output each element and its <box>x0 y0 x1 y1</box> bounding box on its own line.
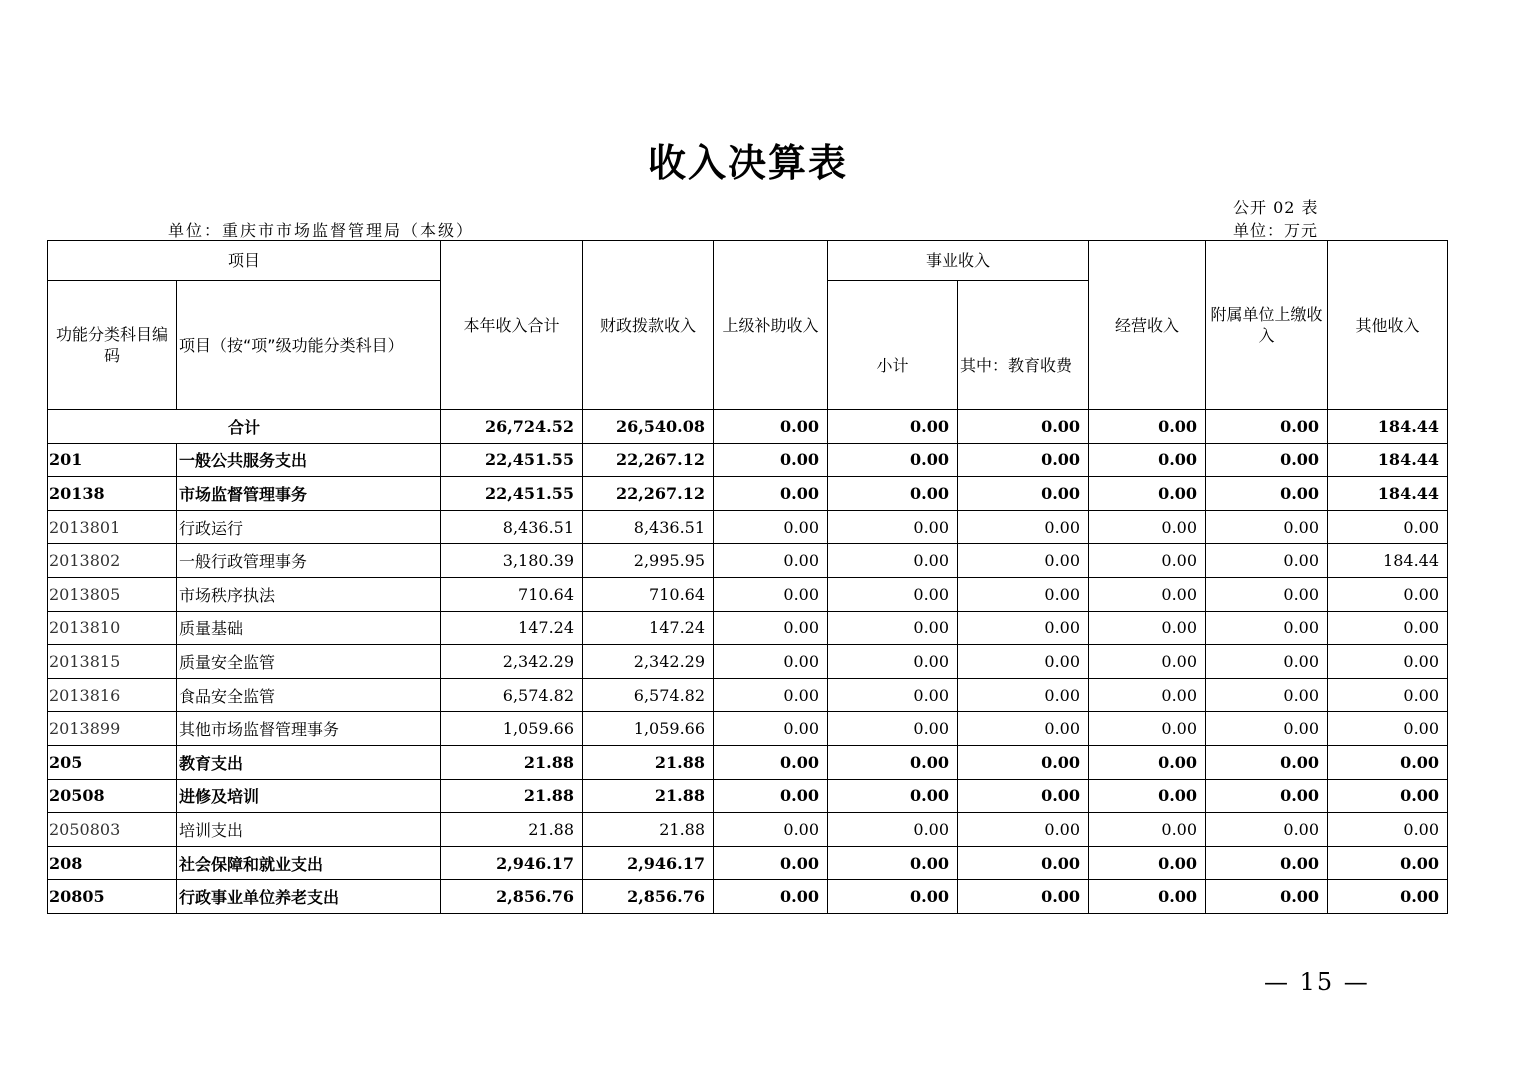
row-name: 培训支出 <box>177 813 441 847</box>
row-value: 22,451.55 <box>441 443 583 477</box>
row-value: 0.00 <box>1089 477 1206 511</box>
row-value: 0.00 <box>958 544 1089 578</box>
row-value: 0.00 <box>958 611 1089 645</box>
table-row <box>48 645 1448 679</box>
row-value: 0.00 <box>1089 880 1206 914</box>
table-row <box>48 712 1448 746</box>
row-value: 2,946.17 <box>441 846 583 880</box>
row-value: 0.00 <box>1328 745 1448 779</box>
row-value: 21.88 <box>441 745 583 779</box>
row-value: 0.00 <box>958 477 1089 511</box>
row-value: 0.00 <box>828 510 958 544</box>
row-value: 0.00 <box>828 577 958 611</box>
row-value: 0.00 <box>958 745 1089 779</box>
row-code: 205 <box>48 745 177 779</box>
row-value: 0.00 <box>958 712 1089 746</box>
row-value: 22,451.55 <box>441 477 583 511</box>
table-row <box>48 813 1448 847</box>
row-value: 6,574.82 <box>583 678 714 712</box>
row-value: 0.00 <box>1328 645 1448 679</box>
total-cell: 0.00 <box>958 410 1089 444</box>
row-value: 0.00 <box>1328 577 1448 611</box>
row-value: 0.00 <box>1089 813 1206 847</box>
table-row <box>48 779 1448 813</box>
row-value: 8,436.51 <box>583 510 714 544</box>
row-value: 0.00 <box>1089 678 1206 712</box>
row-code: 2013899 <box>48 712 177 746</box>
row-name: 行政运行 <box>177 510 441 544</box>
header-subtotal: 小计 <box>828 281 958 410</box>
row-value: 21.88 <box>583 813 714 847</box>
row-value: 0.00 <box>958 577 1089 611</box>
row-value: 184.44 <box>1328 477 1448 511</box>
row-value: 21.88 <box>441 779 583 813</box>
table-row <box>48 477 1448 511</box>
table-row <box>48 443 1448 477</box>
row-value: 0.00 <box>1206 443 1328 477</box>
row-value: 0.00 <box>714 611 828 645</box>
row-name: 其他市场监督管理事务 <box>177 712 441 746</box>
row-value: 0.00 <box>714 779 828 813</box>
row-value: 0.00 <box>714 443 828 477</box>
row-name: 一般公共服务支出 <box>177 443 441 477</box>
row-code: 2050803 <box>48 813 177 847</box>
row-code: 20508 <box>48 779 177 813</box>
row-value: 0.00 <box>828 880 958 914</box>
row-code: 201 <box>48 443 177 477</box>
row-value: 0.00 <box>1089 611 1206 645</box>
row-value: 0.00 <box>1206 745 1328 779</box>
row-value: 710.64 <box>441 577 583 611</box>
table-row <box>48 611 1448 645</box>
row-name: 进修及培训 <box>177 779 441 813</box>
row-value: 2,342.29 <box>583 645 714 679</box>
row-value: 0.00 <box>1328 880 1448 914</box>
row-value: 0.00 <box>1206 880 1328 914</box>
row-value: 0.00 <box>1206 813 1328 847</box>
header-superior-subsidy: 上级补助收入 <box>714 241 828 410</box>
row-value: 0.00 <box>1089 745 1206 779</box>
row-code: 2013802 <box>48 544 177 578</box>
row-value: 21.88 <box>583 745 714 779</box>
row-value: 0.00 <box>828 678 958 712</box>
row-value: 1,059.66 <box>441 712 583 746</box>
total-cell: 0.00 <box>1206 410 1328 444</box>
row-value: 0.00 <box>1089 577 1206 611</box>
header-project-name: 项目（按“项”级功能分类科目） <box>177 281 441 410</box>
row-name: 一般行政管理事务 <box>177 544 441 578</box>
table-row <box>48 577 1448 611</box>
header-education-fee: 其中：教育收费 <box>958 281 1089 410</box>
row-value: 0.00 <box>1089 779 1206 813</box>
total-cell: 26,724.52 <box>441 410 583 444</box>
row-value: 0.00 <box>828 813 958 847</box>
row-value: 0.00 <box>1206 611 1328 645</box>
row-value: 22,267.12 <box>583 477 714 511</box>
row-value: 0.00 <box>1206 510 1328 544</box>
row-value: 0.00 <box>958 443 1089 477</box>
row-name: 行政事业单位养老支出 <box>177 880 441 914</box>
row-value: 0.00 <box>714 813 828 847</box>
row-value: 0.00 <box>828 846 958 880</box>
row-value: 8,436.51 <box>441 510 583 544</box>
row-code: 2013815 <box>48 645 177 679</box>
row-name: 市场监督管理事务 <box>177 477 441 511</box>
row-code: 208 <box>48 846 177 880</box>
row-value: 0.00 <box>1206 779 1328 813</box>
row-value: 0.00 <box>1328 779 1448 813</box>
header-other: 其他收入 <box>1328 241 1448 410</box>
row-value: 0.00 <box>828 443 958 477</box>
row-value: 0.00 <box>714 577 828 611</box>
row-value: 0.00 <box>1089 510 1206 544</box>
row-code: 2013801 <box>48 510 177 544</box>
header-operating: 经营收入 <box>1089 241 1206 410</box>
row-value: 0.00 <box>1328 712 1448 746</box>
row-value: 0.00 <box>1089 544 1206 578</box>
row-value: 0.00 <box>714 678 828 712</box>
row-value: 2,342.29 <box>441 645 583 679</box>
total-row <box>48 410 1448 444</box>
row-value: 0.00 <box>714 645 828 679</box>
row-value: 0.00 <box>714 880 828 914</box>
row-value: 0.00 <box>958 813 1089 847</box>
row-value: 21.88 <box>583 779 714 813</box>
total-cell: 0.00 <box>828 410 958 444</box>
table-row <box>48 880 1448 914</box>
row-value: 0.00 <box>828 645 958 679</box>
row-value: 2,856.76 <box>441 880 583 914</box>
table-row <box>48 745 1448 779</box>
row-code: 2013805 <box>48 577 177 611</box>
row-value: 0.00 <box>1206 477 1328 511</box>
income-table <box>47 240 1448 914</box>
row-value: 0.00 <box>828 745 958 779</box>
row-value: 0.00 <box>958 880 1089 914</box>
row-value: 184.44 <box>1328 544 1448 578</box>
row-value: 0.00 <box>1328 510 1448 544</box>
total-cell: 184.44 <box>1328 410 1448 444</box>
row-value: 184.44 <box>1328 443 1448 477</box>
row-value: 0.00 <box>828 611 958 645</box>
header-total-income: 本年收入合计 <box>441 241 583 410</box>
row-value: 0.00 <box>1089 712 1206 746</box>
row-value: 0.00 <box>1089 443 1206 477</box>
row-value: 0.00 <box>1206 645 1328 679</box>
row-value: 0.00 <box>1206 544 1328 578</box>
row-code: 20805 <box>48 880 177 914</box>
row-value: 147.24 <box>441 611 583 645</box>
row-value: 0.00 <box>958 846 1089 880</box>
row-value: 0.00 <box>828 712 958 746</box>
row-value: 0.00 <box>714 510 828 544</box>
table-row <box>48 846 1448 880</box>
row-value: 0.00 <box>1206 846 1328 880</box>
row-name: 教育支出 <box>177 745 441 779</box>
reporting-unit: 单位：重庆市市场监督管理局（本级） <box>168 221 475 240</box>
row-value: 0.00 <box>1328 813 1448 847</box>
row-value: 0.00 <box>1206 712 1328 746</box>
row-value: 0.00 <box>958 678 1089 712</box>
header-affiliated: 附属单位上缴收入 <box>1206 241 1328 410</box>
row-value: 0.00 <box>828 477 958 511</box>
row-value: 0.00 <box>1206 577 1328 611</box>
row-name: 食品安全监管 <box>177 678 441 712</box>
row-value: 0.00 <box>958 779 1089 813</box>
row-value: 0.00 <box>1328 611 1448 645</box>
row-value: 0.00 <box>1206 678 1328 712</box>
table-row <box>48 544 1448 578</box>
row-value: 0.00 <box>714 745 828 779</box>
row-name: 市场秩序执法 <box>177 577 441 611</box>
row-value: 21.88 <box>441 813 583 847</box>
row-value: 0.00 <box>714 477 828 511</box>
row-value: 0.00 <box>1328 678 1448 712</box>
money-unit: 单位：万元 <box>1233 221 1319 240</box>
row-name: 质量基础 <box>177 611 441 645</box>
row-code: 2013816 <box>48 678 177 712</box>
row-value: 2,995.95 <box>583 544 714 578</box>
page-number: — 15 — <box>1264 968 1370 996</box>
row-code: 20138 <box>48 477 177 511</box>
header-business-group: 事业收入 <box>828 241 1089 281</box>
row-value: 0.00 <box>1328 846 1448 880</box>
total-cell: 26,540.08 <box>583 410 714 444</box>
row-value: 0.00 <box>958 645 1089 679</box>
page-title: 收入决算表 <box>647 140 848 185</box>
row-value: 710.64 <box>583 577 714 611</box>
row-name: 质量安全监管 <box>177 645 441 679</box>
row-value: 2,856.76 <box>583 880 714 914</box>
header-project-group: 项目 <box>48 241 441 281</box>
row-value: 3,180.39 <box>441 544 583 578</box>
row-value: 22,267.12 <box>583 443 714 477</box>
header-code: 功能分类科目编码 <box>48 281 177 410</box>
row-name: 社会保障和就业支出 <box>177 846 441 880</box>
row-value: 6,574.82 <box>441 678 583 712</box>
total-cell: 0.00 <box>1089 410 1206 444</box>
row-value: 1,059.66 <box>583 712 714 746</box>
header-fiscal: 财政拨款收入 <box>583 241 714 410</box>
row-value: 2,946.17 <box>583 846 714 880</box>
total-cell: 0.00 <box>714 410 828 444</box>
row-value: 0.00 <box>714 712 828 746</box>
table-row <box>48 678 1448 712</box>
total-label: 合计 <box>48 410 441 444</box>
row-value: 0.00 <box>1089 645 1206 679</box>
row-value: 0.00 <box>714 544 828 578</box>
row-value: 0.00 <box>1089 846 1206 880</box>
table-row <box>48 510 1448 544</box>
row-value: 0.00 <box>714 846 828 880</box>
row-value: 0.00 <box>828 779 958 813</box>
row-code: 2013810 <box>48 611 177 645</box>
row-value: 0.00 <box>828 544 958 578</box>
form-number: 公开 02 表 <box>1233 198 1319 217</box>
row-value: 0.00 <box>958 510 1089 544</box>
row-value: 147.24 <box>583 611 714 645</box>
